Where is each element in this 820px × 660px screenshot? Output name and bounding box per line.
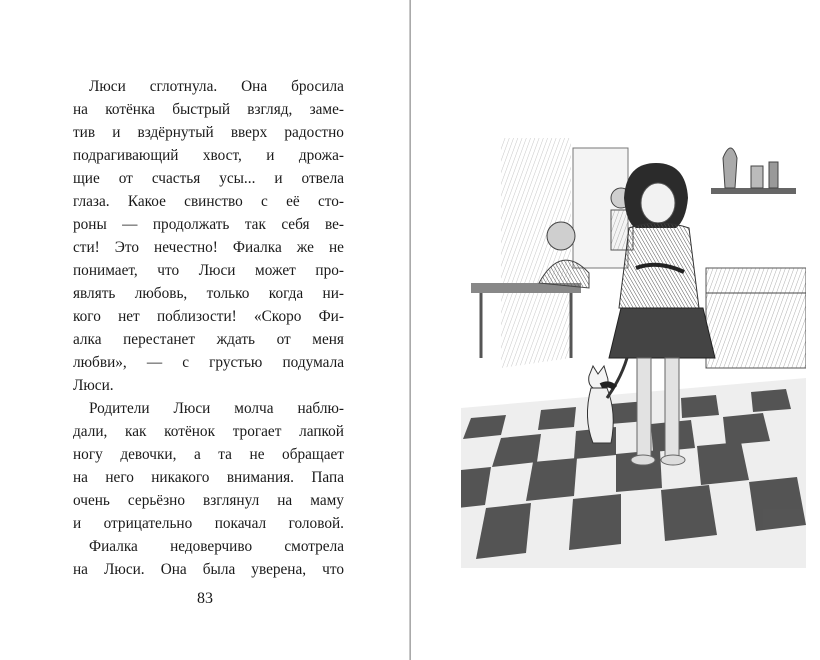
bottle — [769, 162, 778, 188]
girl-leg-left — [637, 358, 651, 458]
counter — [706, 268, 806, 368]
text-line: алка перестанет ждать от меня — [73, 331, 344, 348]
wall-left — [501, 138, 571, 368]
shelf — [711, 188, 796, 194]
text-line: Родители Люси молча наблю- — [89, 400, 344, 417]
kitten-tail — [607, 358, 627, 398]
right-page — [411, 0, 820, 660]
text-line: роны — продолжать так себя ве- — [73, 216, 344, 233]
girl-face — [641, 183, 675, 223]
page-number: 83 — [197, 590, 213, 607]
text-line: очень серьёзно взглянул на маму — [73, 492, 344, 509]
text-line: тив и вздёрнутый вверх радостно — [73, 124, 344, 141]
kitchen-illustration — [461, 118, 806, 568]
text-line: кого нет поблизости! «Скоро Фи- — [73, 308, 344, 325]
text-line: глаза. Какое свинство с её сто- — [73, 193, 344, 210]
text-line: являть любовь, только когда ни- — [73, 285, 344, 302]
text-line: и отрицательно покачал головой. — [73, 515, 344, 532]
girl-leg-right — [665, 358, 679, 458]
checkered-floor — [461, 378, 806, 568]
jug — [723, 148, 737, 188]
text-line: на него никакого внимания. Папа — [73, 469, 344, 486]
body-text — [73, 75, 344, 581]
text-line: понимает, что Люси может про- — [73, 262, 344, 279]
text-line: на Люси. Она была уверена, что — [73, 561, 344, 578]
text-line: любви», — с грустью подумала — [73, 354, 344, 371]
text-line: Люси сглотнула. Она бросила — [89, 78, 344, 95]
text-line: на котёнка быстрый взгляд, заме- — [73, 101, 344, 118]
girl-skirt — [609, 308, 715, 358]
text-line: Люси. — [73, 377, 114, 394]
text-line: щие от счастья усы... и отвела — [73, 170, 344, 187]
text-line: сти! Это нечестно! Фиалка же не — [73, 239, 344, 256]
text-line: Фиалка недоверчиво смотрела — [89, 538, 344, 555]
father-head — [547, 222, 575, 250]
text-line: подрагивающий хвост, и дрожа- — [73, 147, 344, 164]
jar — [751, 166, 763, 188]
text-line: ногу девочки, а та не обращает — [73, 446, 344, 463]
text-line: дали, как котёнок трогает лапкой — [73, 423, 344, 440]
